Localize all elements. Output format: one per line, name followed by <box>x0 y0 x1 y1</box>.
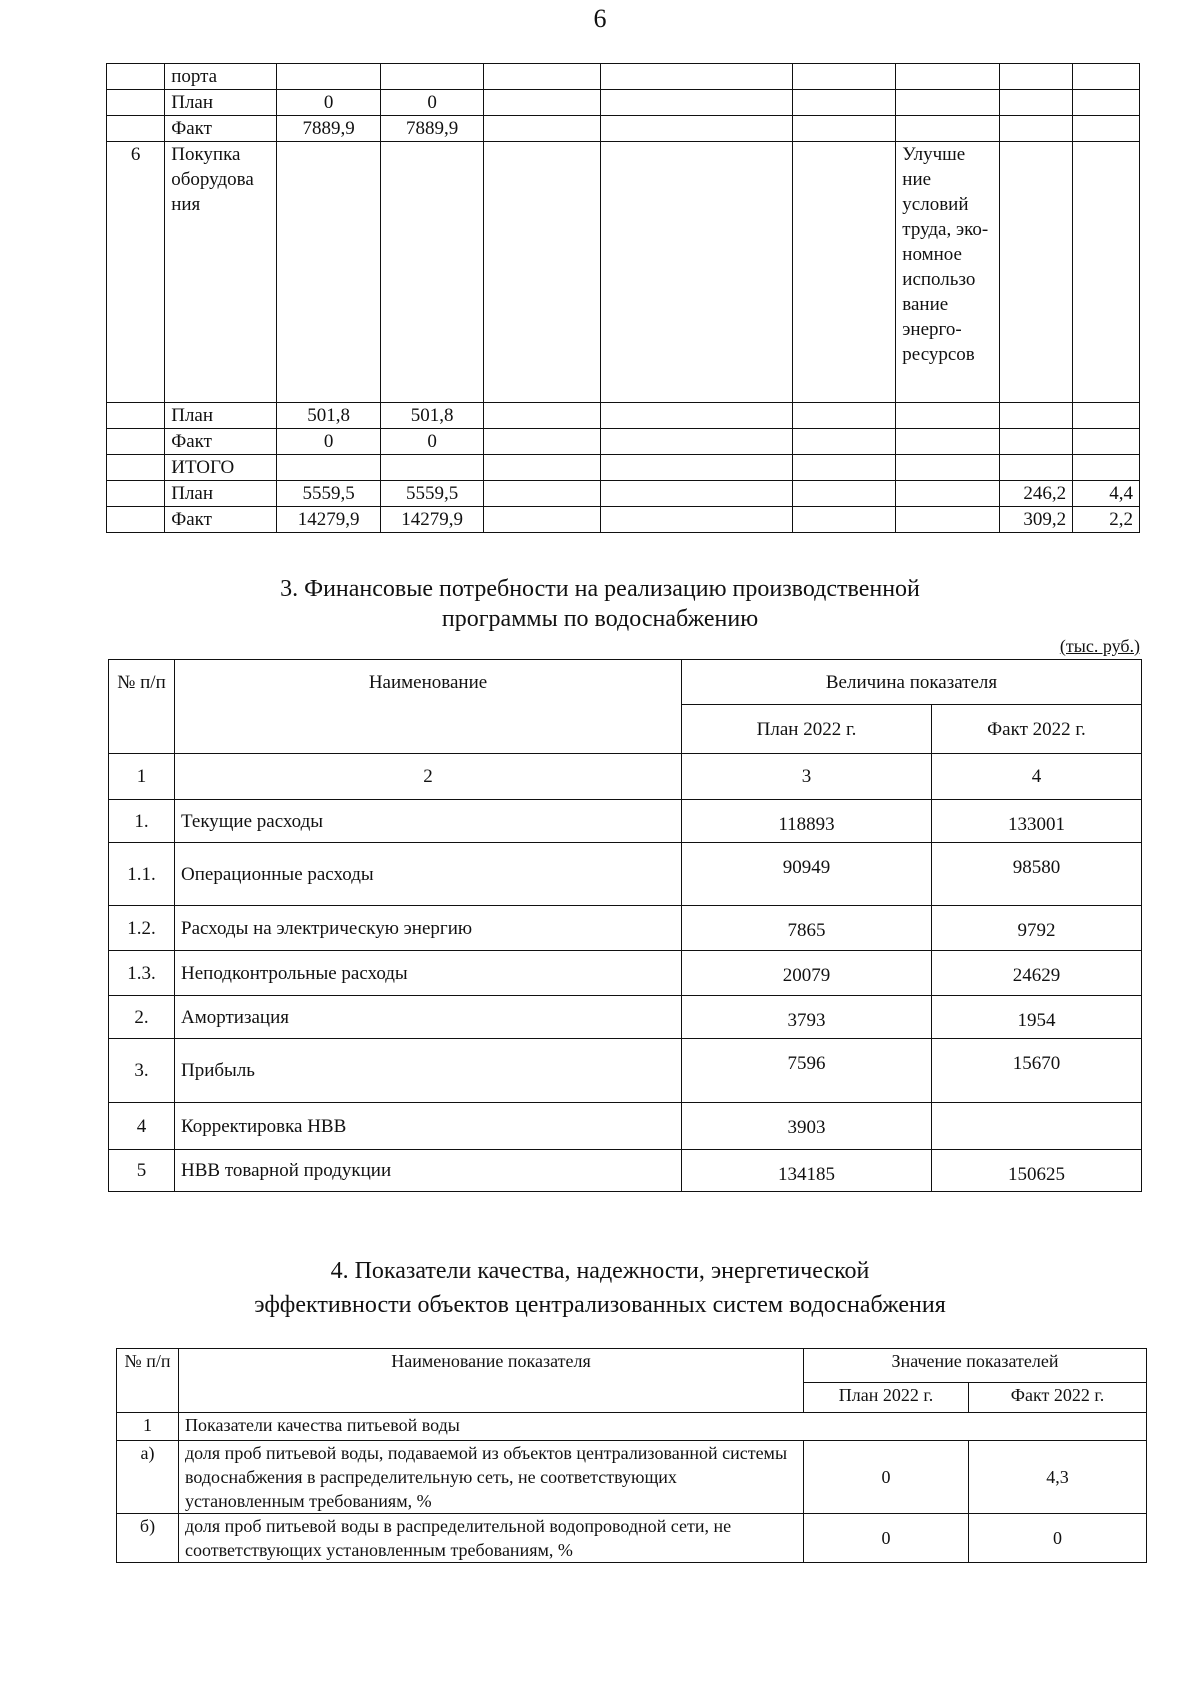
total-cost-cell <box>380 64 484 90</box>
fact-value: 15670 <box>932 1039 1142 1103</box>
row-name: Покупка оборудова ния <box>165 142 277 403</box>
row-name: Факт <box>165 507 277 533</box>
indicator-cell <box>1073 403 1140 429</box>
fact-value <box>932 1103 1142 1150</box>
row-name: Текущие расходы <box>175 800 682 843</box>
table-row <box>107 403 1140 429</box>
row-name: доля проб питьевой воды в распределительной водопроводной сети, не соответствующих установленным требованиям, % <box>179 1514 804 1563</box>
plan-value: 90949 <box>682 843 932 906</box>
table-row <box>107 142 1140 403</box>
effect-note-cell <box>896 116 1000 142</box>
row-num: 6 <box>107 142 165 403</box>
indicator-cell <box>999 90 1072 116</box>
section3-title-line2: программы по водоснабжению <box>441 606 759 632</box>
fact-value: 24629 <box>932 951 1142 996</box>
col-number: 2 <box>175 754 682 800</box>
effect-note-cell <box>896 403 1000 429</box>
section4-title-line2: эффективности объектов централизованных систем водоснабжения <box>254 1292 946 1318</box>
indicator-cell <box>999 403 1072 429</box>
table-row <box>107 116 1140 142</box>
group-num: 1 <box>117 1413 179 1441</box>
plan-value: 7865 <box>682 906 932 951</box>
row-num: 1.1. <box>109 843 175 906</box>
header-fact: Факт 2022 г. <box>932 705 1142 754</box>
plan-cost-cell <box>277 142 381 403</box>
row-num <box>107 403 165 429</box>
plan-cost-cell: 501,8 <box>277 403 381 429</box>
table-row <box>109 800 1142 843</box>
indicator-cell <box>999 116 1072 142</box>
group-name: Показатели качества питьевой воды <box>179 1413 1147 1441</box>
header-num: № п/п <box>109 660 175 754</box>
financial-needs-table <box>108 659 1142 1192</box>
empty-cell <box>792 507 896 533</box>
row-name: Прибыль <box>175 1039 682 1103</box>
section4-title-line1: 4. Показатели качества, надежности, энергетической <box>330 1258 870 1284</box>
empty-cell <box>600 481 792 507</box>
total-cost-cell: 501,8 <box>380 403 484 429</box>
table-row <box>107 64 1140 90</box>
empty-cell <box>484 64 600 90</box>
plan-cost-cell: 5559,5 <box>277 481 381 507</box>
plan-value: 118893 <box>682 800 932 843</box>
row-num: 3. <box>109 1039 175 1103</box>
row-num <box>107 481 165 507</box>
plan-value: 3903 <box>682 1103 932 1150</box>
total-cost-cell: 0 <box>380 90 484 116</box>
row-name: План <box>165 403 277 429</box>
effect-note-cell <box>896 90 1000 116</box>
indicator-cell <box>1073 64 1140 90</box>
col-number: 3 <box>682 754 932 800</box>
indicator-cell <box>999 64 1072 90</box>
table-row <box>109 906 1142 951</box>
empty-cell <box>484 455 600 481</box>
plan-cost-cell: 7889,9 <box>277 116 381 142</box>
empty-cell <box>792 481 896 507</box>
section3-title-line1: 3. Финансовые потребности на реализацию производственной <box>280 576 920 602</box>
header-fact: Факт 2022 г. <box>969 1383 1147 1413</box>
plan-value: 7596 <box>682 1039 932 1103</box>
plan-cost-cell <box>277 455 381 481</box>
row-num: б) <box>117 1514 179 1563</box>
effect-note-cell <box>896 64 1000 90</box>
plan-cost-cell: 0 <box>277 429 381 455</box>
empty-cell <box>600 455 792 481</box>
row-name: Амортизация <box>175 996 682 1039</box>
row-name: НВВ товарной продукции <box>175 1150 682 1192</box>
row-num: 5 <box>109 1150 175 1192</box>
indicator-cell: 2,2 <box>1073 507 1140 533</box>
row-name: доля проб питьевой воды, подаваемой из объектов централизованной системы водоснабжения в распределительную сеть, не соответствующих установленным требованиям, % <box>179 1441 804 1514</box>
plan-cost-cell: 14279,9 <box>277 507 381 533</box>
row-num <box>107 429 165 455</box>
quality-indicators-table <box>116 1348 1147 1563</box>
indicator-cell <box>999 429 1072 455</box>
header-plan: План 2022 г. <box>804 1383 969 1413</box>
row-name: порта <box>165 64 277 90</box>
empty-cell <box>484 90 600 116</box>
row-name: ИТОГО <box>165 455 277 481</box>
row-num: 1.2. <box>109 906 175 951</box>
fact-value: 9792 <box>932 906 1142 951</box>
row-name: Неподконтрольные расходы <box>175 951 682 996</box>
empty-cell <box>484 116 600 142</box>
empty-cell <box>792 142 896 403</box>
empty-cell <box>792 64 896 90</box>
plan-value: 20079 <box>682 951 932 996</box>
row-num <box>107 90 165 116</box>
indicator-cell <box>1073 429 1140 455</box>
empty-cell <box>600 403 792 429</box>
empty-cell <box>484 507 600 533</box>
table-row <box>107 507 1140 533</box>
row-num <box>107 507 165 533</box>
empty-cell <box>484 403 600 429</box>
table-row <box>109 1103 1142 1150</box>
row-name: Операционные расходы <box>175 843 682 906</box>
empty-cell <box>600 142 792 403</box>
total-cost-cell: 14279,9 <box>380 507 484 533</box>
row-num: 2. <box>109 996 175 1039</box>
row-name: План <box>165 90 277 116</box>
indicator-cell <box>999 455 1072 481</box>
total-cost-cell: 7889,9 <box>380 116 484 142</box>
total-cost-cell <box>380 455 484 481</box>
plan-value: 0 <box>804 1514 969 1563</box>
empty-cell <box>600 429 792 455</box>
indicator-cell <box>1073 90 1140 116</box>
empty-cell <box>792 403 896 429</box>
header-name: Наименование показателя <box>179 1349 804 1413</box>
fact-value: 0 <box>969 1514 1147 1563</box>
row-num: 4 <box>109 1103 175 1150</box>
empty-cell <box>792 116 896 142</box>
indicator-cell <box>1073 142 1140 403</box>
row-num: 1.3. <box>109 951 175 996</box>
row-name: Факт <box>165 429 277 455</box>
effect-note-cell <box>896 455 1000 481</box>
total-cost-cell: 0 <box>380 429 484 455</box>
row-name: Расходы на электрическую энергию <box>175 906 682 951</box>
total-cost-cell: 5559,5 <box>380 481 484 507</box>
table-row <box>107 90 1140 116</box>
table-row <box>117 1441 1147 1514</box>
table-row <box>107 455 1140 481</box>
header-plan: План 2022 г. <box>682 705 932 754</box>
empty-cell <box>792 429 896 455</box>
table-row <box>109 1150 1142 1192</box>
indicator-cell: 4,4 <box>1073 481 1140 507</box>
indicator-cell <box>1073 116 1140 142</box>
effect-note-cell <box>896 481 1000 507</box>
table-row <box>109 843 1142 906</box>
effect-note-cell <box>896 507 1000 533</box>
col-number: 1 <box>109 754 175 800</box>
plan-value: 134185 <box>682 1150 932 1192</box>
table-row <box>109 1039 1142 1103</box>
header-value: Значение показателей <box>804 1349 1147 1383</box>
plan-cost-cell <box>277 64 381 90</box>
units-label: (тыс. руб.) <box>1059 636 1140 656</box>
table-row <box>117 1514 1147 1563</box>
fact-value: 4,3 <box>969 1441 1147 1514</box>
effect-note-cell: Улучше ние условий труда, эко- номное использо вание энерго- ресурсов <box>896 142 1000 403</box>
plan-cost-cell: 0 <box>277 90 381 116</box>
row-num <box>107 455 165 481</box>
effect-note-cell <box>896 429 1000 455</box>
row-name: Факт <box>165 116 277 142</box>
indicator-cell <box>1073 455 1140 481</box>
fact-value: 133001 <box>932 800 1142 843</box>
indicator-cell <box>999 142 1072 403</box>
page-number: 6 <box>593 4 607 33</box>
table-row <box>107 481 1140 507</box>
empty-cell <box>600 64 792 90</box>
indicator-cell: 309,2 <box>999 507 1072 533</box>
fact-value: 98580 <box>932 843 1142 906</box>
fact-value: 150625 <box>932 1150 1142 1192</box>
plan-value: 3793 <box>682 996 932 1039</box>
total-cost-cell <box>380 142 484 403</box>
table-row <box>109 996 1142 1039</box>
empty-cell <box>600 90 792 116</box>
row-num: а) <box>117 1441 179 1514</box>
empty-cell <box>792 90 896 116</box>
empty-cell <box>484 142 600 403</box>
row-num: 1. <box>109 800 175 843</box>
header-num: № п/п <box>117 1349 179 1413</box>
investment-table-continuation <box>106 63 1140 533</box>
row-name: План <box>165 481 277 507</box>
empty-cell <box>600 116 792 142</box>
empty-cell <box>484 481 600 507</box>
empty-cell <box>600 507 792 533</box>
row-num <box>107 64 165 90</box>
header-value: Величина показателя <box>682 660 1142 705</box>
plan-value: 0 <box>804 1441 969 1514</box>
empty-cell <box>792 455 896 481</box>
header-name: Наименование <box>175 660 682 754</box>
table-row <box>107 429 1140 455</box>
table-row <box>109 951 1142 996</box>
col-number: 4 <box>932 754 1142 800</box>
fact-value: 1954 <box>932 996 1142 1039</box>
row-name: Корректировка НВВ <box>175 1103 682 1150</box>
row-num <box>107 116 165 142</box>
empty-cell <box>484 429 600 455</box>
indicator-cell: 246,2 <box>999 481 1072 507</box>
